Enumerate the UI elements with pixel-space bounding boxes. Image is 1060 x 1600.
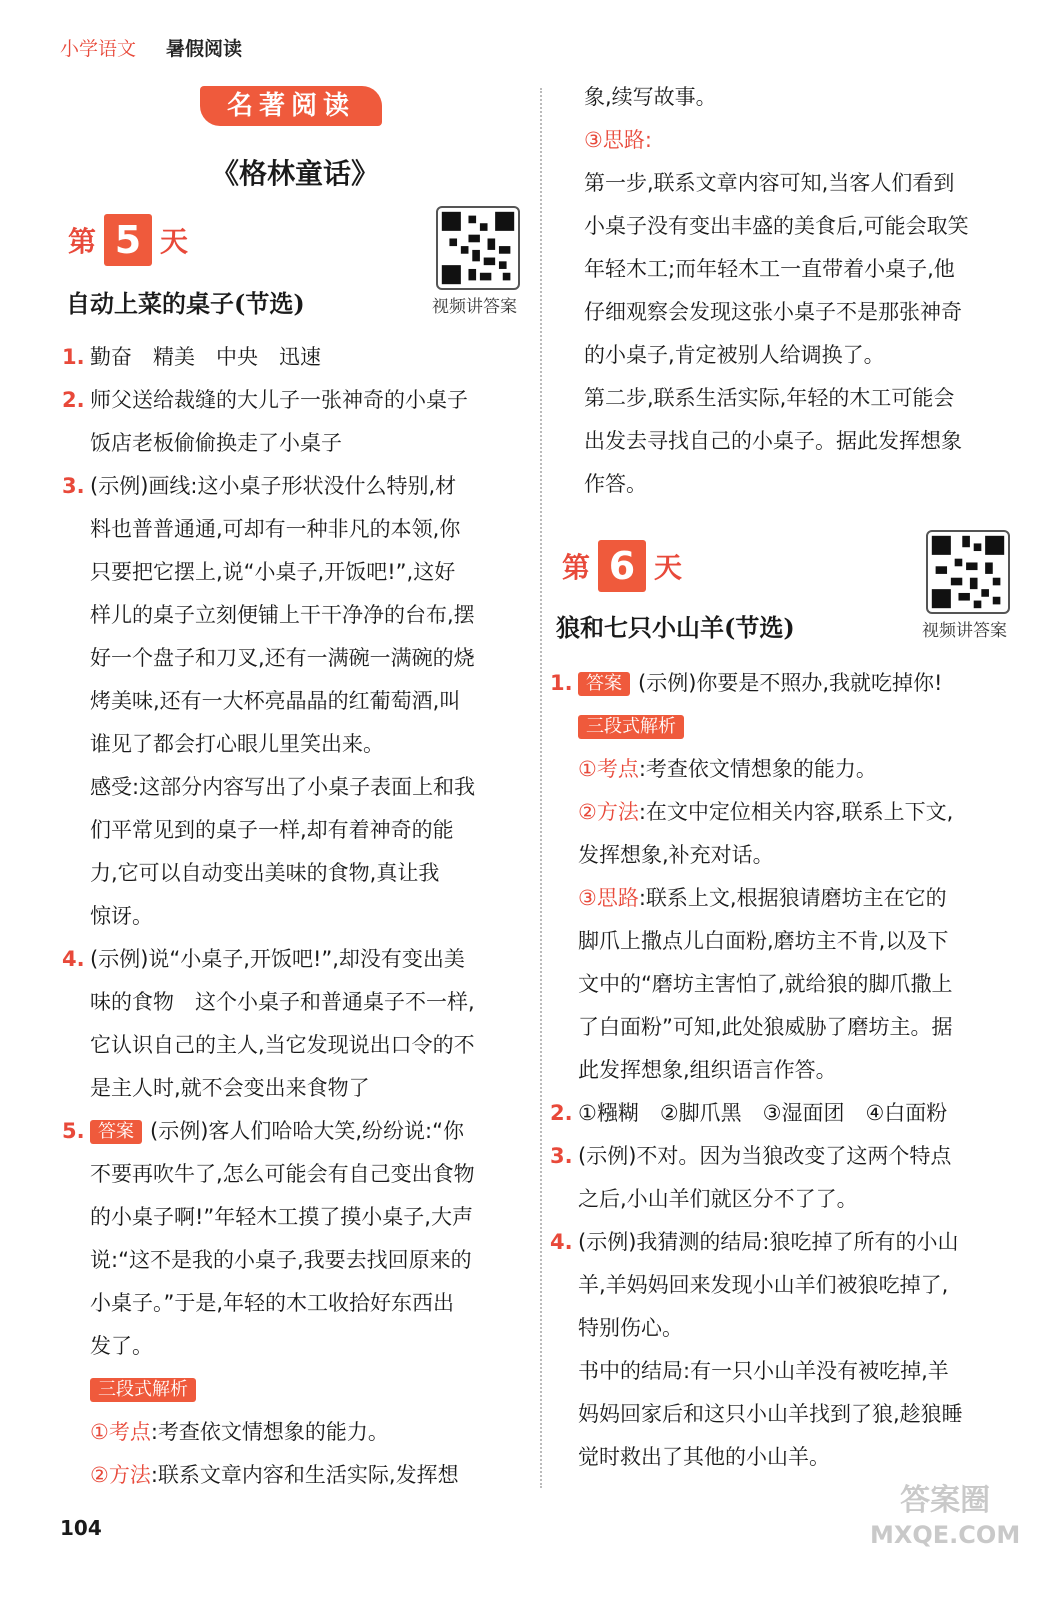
header-subject: 小学语文 (60, 38, 137, 60)
answer-item (62, 1110, 522, 1497)
answer-line: 第一步,联系文章内容可知,当客人们看到 (584, 171, 955, 195)
answer-line: 羊,羊妈妈回来发现小山羊们被狼吃掉了, (578, 1273, 949, 1297)
answer-tag: 答案 (578, 672, 630, 696)
answer-line: 年轻木工;而年轻木工一直带着小桌子,他 (584, 257, 955, 281)
answer-item (62, 938, 522, 1110)
answer-item (550, 1092, 1010, 1135)
right-column-day6 (550, 662, 1010, 1479)
fangfa-text: :在文中定位相关内容,联系上下文, (638, 800, 954, 824)
answer-line: 第二步,联系生活实际,年轻的木工可能会 (584, 386, 955, 410)
answer-line: 之后,小山羊们就区分不了了。 (578, 1187, 858, 1211)
answer-line: 的小桌子,肯定被别人给调换了。 (584, 343, 885, 367)
answer-line: 特别伤心。 (578, 1316, 683, 1340)
answer-line: 脚爪上撒点儿白面粉,磨坊主不肯,以及下 (578, 929, 949, 953)
answer-line: 师父送给裁缝的大儿子一张神奇的小桌子 (90, 388, 468, 412)
item-number: 3. (62, 474, 85, 498)
answer-line: 们平常见到的桌子一样,却有着神奇的能 (90, 818, 454, 842)
answer-line: 妈妈回家后和这只小山羊找到了狼,趁狼睡 (578, 1402, 963, 1426)
answer-line: 料也普普通通,可却有一种非凡的本领,你 (90, 517, 461, 541)
answer-tag: 答案 (90, 1120, 142, 1144)
answer-line: 它认识自己的主人,当它发现说出口令的不 (90, 1033, 475, 1057)
item-number: 3. (550, 1144, 573, 1168)
answer-line: 惊讶。 (90, 904, 153, 928)
day6-prefix: 第 (562, 551, 591, 584)
day6-number: 6 (598, 540, 646, 592)
answer-line: 谁见了都会打心眼儿里笑出来。 (90, 732, 384, 756)
kaodian-label: ①考点 (578, 757, 639, 781)
answer-item (550, 662, 1010, 1092)
answer-line: 说:“这不是我的小桌子,我要去找回原来的 (90, 1248, 472, 1272)
answer-line: (示例)我猜测的结局:狼吃掉了所有的小山 (578, 1230, 959, 1254)
answer-line: (示例)不对。因为当狼改变了这两个特点 (578, 1144, 952, 1168)
column-divider (540, 88, 542, 1488)
day6-heading (562, 540, 682, 592)
qr-code-icon[interactable] (926, 530, 1010, 614)
answer-line: 勤奋 精美 中央 迅速 (90, 345, 321, 369)
answer-item (62, 379, 522, 465)
kaodian-text: :考查依文情想象的能力。 (150, 1420, 389, 1444)
silu-text: :联系上文,根据狼请磨坊主在它的 (638, 886, 947, 910)
day5-prefix: 第 (68, 225, 97, 258)
item-number: 2. (550, 1101, 573, 1125)
answer-line: 只要把它摆上,说“小桌子,开饭吧!”,这好 (90, 560, 456, 584)
answer-line: (示例)说“小桌子,开饭吧!”,却没有变出美 (90, 947, 465, 971)
answer-line: 饭店老板偷偷换走了小桌子 (90, 431, 342, 455)
kaodian-text: :考查依文情想象的能力。 (638, 757, 877, 781)
kaodian-label: ①考点 (90, 1420, 151, 1444)
day5-title: 自动上菜的桌子(节选) (66, 289, 305, 318)
watermark-line: 答案圈 (900, 1483, 991, 1518)
watermark (870, 1484, 1020, 1552)
qr-caption: 视频讲答案 (922, 621, 1007, 641)
answer-line: 此发挥想象,组织语言作答。 (578, 1058, 837, 1082)
answer-item (62, 465, 522, 938)
answer-line: 仔细观察会发现这张小桌子不是那张神奇 (584, 300, 962, 324)
left-column (62, 336, 522, 1497)
answer-item (550, 1135, 1010, 1221)
answer-line: 文中的“磨坊主害怕了,就给狼的脚爪撒上 (578, 972, 953, 996)
day5-heading (68, 214, 188, 266)
page-number: 104 (60, 1516, 102, 1540)
item-number: 1. (550, 671, 573, 695)
answer-line: 烤美味,还有一大杯亮晶晶的红葡萄酒,叫 (90, 689, 461, 713)
answer-line: 不要再吹牛了,怎么可能会有自己变出食物 (90, 1162, 475, 1186)
day5-number: 5 (104, 214, 152, 266)
answer-line: 象,续写故事。 (584, 85, 717, 109)
analysis-tag: 三段式解析 (578, 715, 684, 739)
day6-title: 狼和七只小山羊(节选) (556, 613, 795, 642)
answer-line: 发了。 (90, 1334, 153, 1358)
fangfa-label: ②方法 (578, 800, 639, 824)
answer-line: (示例)画线:这小桌子形状没什么特别,材 (90, 474, 457, 498)
answer-line: 味的食物 这个小桌子和普通桌子不一样, (90, 990, 475, 1014)
qr-caption: 视频讲答案 (432, 297, 517, 317)
answer-line: 好一个盘子和刀叉,还有一满碗一满碗的烧 (90, 646, 475, 670)
qr-code-icon[interactable] (436, 206, 520, 290)
answer-line: 小桌子。”于是,年轻的木工收拾好东西出 (90, 1291, 455, 1315)
section-banner: 名著阅读 (200, 86, 382, 126)
answer-line: 发挥想象,补充对话。 (578, 843, 774, 867)
item-number: 4. (550, 1230, 573, 1254)
answer-line: (示例)你要是不照办,我就吃掉你! (638, 671, 943, 695)
silu-label: ③思路 (578, 886, 639, 910)
answer-line: 是主人时,就不会变出来食物了 (90, 1076, 370, 1100)
answer-line: 的小桌子啊!”年轻木工摸了摸小桌子,大声 (90, 1205, 473, 1229)
answer-line: 小桌子没有变出丰盛的美食后,可能会取笑 (584, 214, 969, 238)
item-number: 4. (62, 947, 85, 971)
day6-suffix: 天 (654, 551, 683, 584)
answer-line: 力,它可以自动变出美味的食物,真让我 (90, 861, 440, 885)
answer-line: ①糨糊 ②脚爪黑 ③湿面团 ④白面粉 (578, 1101, 948, 1125)
silu-label: ③思路: (584, 128, 652, 152)
answer-line: 作答。 (584, 472, 647, 496)
analysis-tag: 三段式解析 (90, 1378, 196, 1402)
answer-item (550, 1221, 1010, 1479)
header-book: 暑假阅读 (166, 38, 243, 60)
day5-suffix: 天 (160, 225, 189, 258)
item-number: 1. (62, 345, 85, 369)
answer-line: 书中的结局:有一只小山羊没有被吃掉,羊 (578, 1359, 949, 1383)
fangfa-label: ②方法 (90, 1463, 151, 1487)
answer-line: 了白面粉”可知,此处狼威胁了磨坊主。据 (578, 1015, 953, 1039)
answer-item (62, 336, 522, 379)
answer-line: 感受:这部分内容写出了小桌子表面上和我 (90, 775, 476, 799)
answer-line: 样儿的桌子立刻便铺上干干净净的台布,摆 (90, 603, 475, 627)
answer-line: 觉时救出了其他的小山羊。 (578, 1445, 830, 1469)
right-column-top (556, 76, 1016, 506)
fangfa-text: :联系文章内容和生活实际,发挥想 (150, 1463, 459, 1487)
item-number: 5. (62, 1119, 85, 1143)
answer-line: (示例)客人们哈哈大笑,纷纷说:“你 (150, 1119, 465, 1143)
book-title: 《格林童话》 (210, 157, 379, 190)
watermark-line: MXQE.COM (870, 1521, 1021, 1549)
answer-line: 出发去寻找自己的小桌子。据此发挥想象 (584, 429, 962, 453)
item-number: 2. (62, 388, 85, 412)
